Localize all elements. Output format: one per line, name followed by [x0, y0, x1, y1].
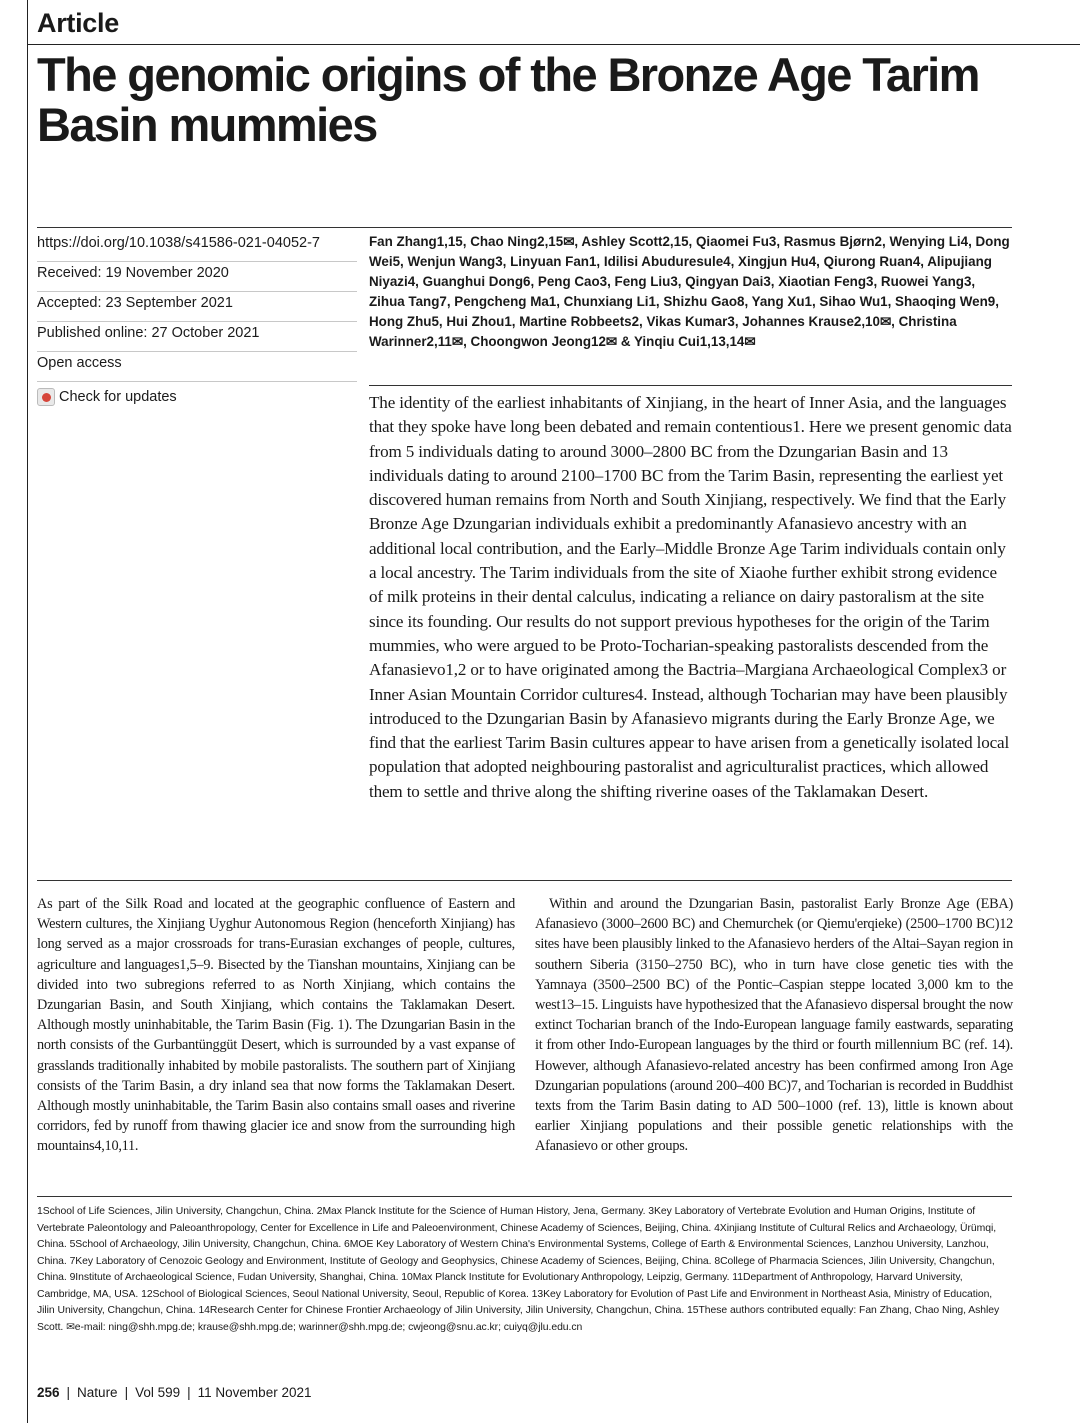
accepted-date: Accepted: 23 September 2021 [37, 292, 357, 322]
footer-separator: | [124, 1385, 129, 1400]
body-column-left: As part of the Silk Road and located at the geographic confluence of Eastern and Western cultures, the Xinjiang Uyghur Autonomous Region (henceforth Xinjiang) has long served as a major crossroads for trans-Eurasian exchanges of people, cultures, agriculture and languages1,5–9. Bisected by the Tianshan mountains, Xinjiang can be divided into two subregions referred to as North Xinjiang, which contains the Dzungarian Basin, and South Xinjiang, which contains the Taklamakan Desert. Although mostly uninhabitable, the Tarim Basin (Fig. 1). The Dzungarian Basin in the north consists of the Gurbantünggüt Desert, which is surrounded by a vast expanse of grasslands traditionally inhabited by mobile pastoralists. The southern part of Xinjiang consists of the Tarim Basin, a dry inland sea that now forms the Taklamakan Desert. Although mostly uninhabitable, the Tarim Basin also contains small oases and riverine corridors, fed by runoff from thawing glacier ice and snow from the surrounding high mountains4,10,11. [37, 896, 515, 1155]
meta-top-rule [37, 227, 1012, 228]
authors-rule [369, 385, 1012, 386]
abstract-text: The identity of the earliest inhabitants of Xinjiang, in the heart of Inner Asia, and the languages that they spoke have long been debated and remain contentious1. Here we present genomic data from 5 individuals dating to around 3000–2800 BC from the Dzungarian Basin and 13 individuals dating to around 2100–1700 BC from the Tarim Basin, representing the earliest yet discovered human remains from North and South Xinjiang, respectively. We find that the Early Bronze Age Dzungarian individuals exhibit a predominantly Afanasievo ancestry with an additional local contribution, and the Early–Middle Bronze Age Tarim individuals contain only a local ancestry. The Tarim individuals from the site of Xiaohe further exhibit strong evidence of milk proteins in their dental calculus, indicating a reliance on dairy pastoralism at the site since its founding. Our results do not support previous hypotheses for the origin of the Tarim mummies, who were argued to be Proto-Tocharian-speaking pastoralists descended from the Afanasievo1,2 or to have originated among the Bactria–Margiana Archaeological Complex3 or Inner Asian Mountain Corridor cultures4. Instead, although Tocharian may have been plausibly introduced to the Dzungarian Basin by Afanasievo migrants during the Early Bronze Age, we find that the earliest Tarim Basin cultures appear to have arisen from a genetically isolated local population that adopted neighbouring pastoralist and agriculturalist practices, which allowed them to settle and thrive along the shifting riverine oases of the Taklamakan Desert. [369, 393, 1012, 801]
check-updates-button[interactable] [37, 382, 357, 412]
open-access-label: Open access [37, 352, 357, 382]
page-footer [37, 1385, 311, 1400]
page-number: 256 [37, 1385, 60, 1400]
article-type-label: Article [37, 8, 119, 38]
issue-date: 11 November 2021 [197, 1385, 312, 1400]
header-rule [27, 44, 1080, 45]
check-updates-label: Check for updates [59, 389, 177, 405]
article-title: The genomic origins of the Bronze Age Tarim Basin mummies [37, 48, 979, 151]
footer-separator: | [187, 1385, 191, 1400]
doi-row [37, 232, 357, 262]
affiliations-text: 1School of Life Sciences, Jilin University, Changchun, China. 2Max Planck Institute for the Science of Human History, Jena, Germany. 3Key Laboratory of Vertebrate Evolution and Human Origins, Institute of Vertebrate Paleontology and Paleoanthropology, Center for Excellence in Life and Paleoenvironment, Chinese Academy of Sciences, Beijing, China. 4Xinjiang Institute of Cultural Relics and Archaeology, Ürümqi, China. 5School of Archaeology, Jilin University, Changchun, China. 6MOE Key Laboratory of Western China's Environmental Systems, College of Earth & Environmental Sciences, Lanzhou University, Lanzhou, China. 7Key Laboratory of Cenozoic Geology and Environment, Institute of Geology and Geophysics, Chinese Academy of Sciences, Beijing, China. 8College of Pharmacia Sciences, Jilin University, Changchun, China. 9Institute of Archaeological Science, Fudan University, Shanghai, China. 10Max Planck Institute for Evolutionary Anthropology, Leipzig, Germany. 11Department of Anthropology, Harvard University, Cambridge, MA, USA. 12School of Biological Sciences, Seoul National University, Seoul, Republic of Korea. 13Key Laboratory for Evolution of Past Life and Environment in Northeast Asia, Ministry of Education, Jilin University, Changchun, China. 14Research Center for Chinese Frontier Archaeology of Jilin University, Jilin University, Changchun, China. 15These authors contributed equally: Fan Zhang, Chao Ning, Ashley Scott. ✉e-mail: ning@shh.mpg.de; krause@shh.mpg.de; warinner@shh.mpg.de; cwjeong@snu.ac.kr; cuiyq@jlu.edu.cn [37, 1206, 1000, 1333]
doi-link[interactable]: https://doi.org/10.1038/s41586-021-04052-7 [37, 235, 320, 251]
body-top-rule [37, 880, 1012, 881]
footer-separator: | [66, 1385, 71, 1400]
left-margin-rule [27, 0, 28, 1423]
body-column-right: Within and around the Dzungarian Basin, pastoralist Early Bronze Age (EBA) Afanasievo (3000–2600 BC) and Chemurchek (or Qiemu'erqieke) (2500–1700 BC)12 sites have been plausibly linked to the Afanasievo herders of the Altai–Sayan region in southern Siberia (3150–2750 BC), who in turn have close genetic ties with the Yamnaya (3500–2500 BC) of the Pontic–Caspian steppe located 3,000 km to the west13–15. Linguists have hypothesized that the Afanasievo dispersal brought the now extinct Tocharian branch of the Indo-European language family eastwards, separating it from other Indo-European languages by the third or fourth millennium BC (ref. 14). However, although Afanasievo-related ancestry has been confirmed among Iron Age Dzungarian populations (around 200–400 BC)7, and Tocharian is recorded in Buddhist texts from the Tarim Basin dating to AD 500–1000 (ref. 13), little is known about earlier Xinjiang populations and their possible genetic relationships with the Afanasievo or other groups. [535, 896, 1013, 1155]
journal-volume: Vol 599 [135, 1385, 181, 1400]
journal-name: Nature [77, 1385, 118, 1400]
article-metadata [37, 232, 357, 412]
check-updates-icon [37, 388, 55, 406]
received-date: Received: 19 November 2020 [37, 262, 357, 292]
author-list: Fan Zhang1,15, Chao Ning2,15✉, Ashley Scott2,15, Qiaomei Fu3, Rasmus Bjørn2, Wenying Li4, Dong Wei5, Wenjun Wang3, Linyuan Fan1, Idilisi Abuduresule4, Xingjun Hu4, Qiurong Ruan4, Alipujiang Niyazi4, Guanghui Dong6, Peng Cao3, Feng Liu3, Qingyan Dai3, Xiaotian Feng3, Ruowei Yang3, Zihua Tang7, Pengcheng Ma1, Chunxiang Li1, Shizhu Gao8, Yang Xu1, Sihao Wu1, Shaoqing Wen9, Hong Zhu5, Hui Zhou1, Martine Robbeets2, Vikas Kumar3, Johannes Krause2,10✉, Christina Warinner2,11✉, Choongwon Jeong12✉ & Yinqiu Cui1,13,14✉ [369, 234, 1010, 349]
affiliations-rule [37, 1196, 1012, 1197]
published-date: Published online: 27 October 2021 [37, 322, 357, 352]
